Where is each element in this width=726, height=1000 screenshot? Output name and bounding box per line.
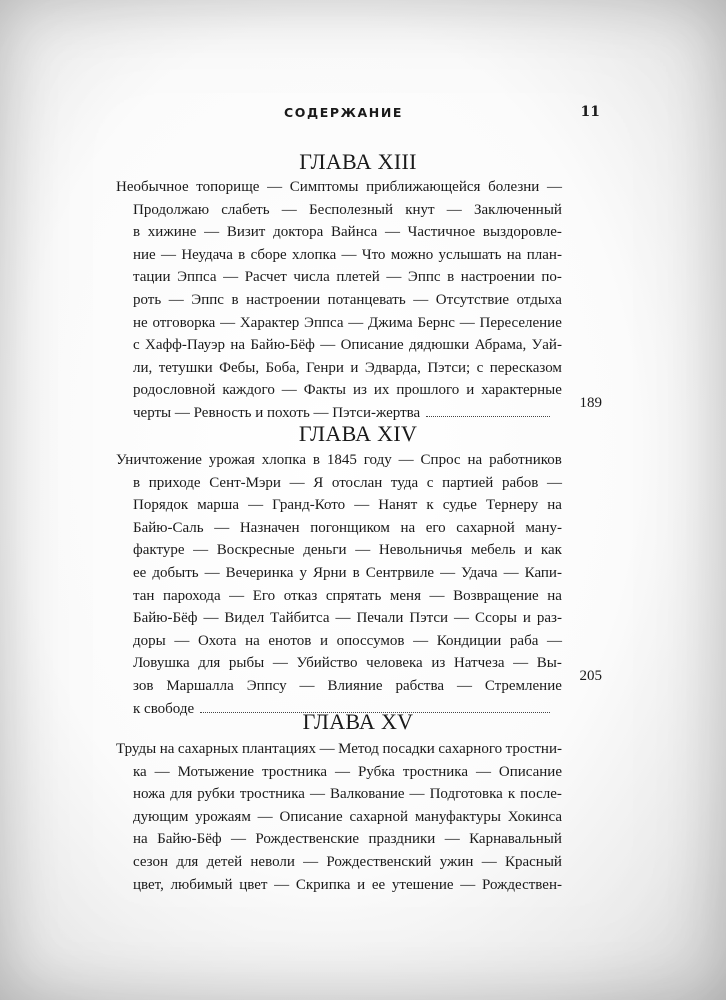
summary-line: доры — Охота на енотов и опоссумов — Кондиции раба — — [133, 632, 562, 649]
chapter-xiv-summary[interactable] — [116, 449, 562, 720]
summary-line: Уничтожение урожая хлопка в 1845 году — Спрос на работников — [116, 452, 562, 468]
chapter-title-xv: ГЛАВА XV — [302, 709, 414, 734]
summary-line: Байю-Саль — Назначен погонщиком на его сахарной ману- — [133, 519, 562, 536]
summary-line: дующим урожаям — Описание сахарной мануфактуры Хокинса — [133, 808, 562, 825]
summary-line: к свободе — [133, 698, 562, 721]
running-head-title: СОДЕРЖАНИЕ — [284, 105, 404, 120]
chapter-xiii-summary[interactable] — [116, 176, 562, 425]
chapter-xiii-page-number[interactable]: 189 — [579, 395, 602, 411]
summary-line: в хижине — Визит доктора Вайнса — Частичное выздоровле- — [133, 224, 562, 241]
summary-line: ли, тетушки Фебы, Боба, Генри и Эдварда, Пэтси; с пересказом — [133, 359, 562, 376]
summary-line: цвет, любимый цвет — Скрипка и ее утешение — Рождествен- — [133, 876, 562, 893]
chapter-title-xiii: ГЛАВА XIII — [299, 149, 417, 174]
summary-line: тации Эппса — Расчет числа плетей — Эппс в настроении по- — [133, 269, 562, 286]
summary-line: роть — Эппс в настроении потанцевать — Отсутствие отдыха — [133, 291, 562, 308]
summary-line: Продолжаю слабеть — Бесполезный кнут — Заключенный — [133, 201, 562, 218]
page-number: 11 — [580, 104, 600, 120]
summary-line: родословной каждого — Факты из их прошлого и характерные — [133, 382, 562, 399]
summary-line: сезон для детей неволи — Рождественский ужин — Красный — [133, 853, 562, 870]
running-head — [284, 105, 600, 125]
summary-line: Ловушка для рыбы — Убийство человека из Натчеза — Вы- — [133, 655, 562, 672]
summary-line: с Хафф-Пауэр на Байю-Бёф — Описание дядюшки Абрама, Уай- — [133, 337, 562, 354]
dot-leader — [426, 402, 550, 417]
summary-line: не отговорка — Характер Эппса — Джима Бернс — Переселение — [133, 314, 562, 331]
summary-line: ножа для рубки тростника — Валкование — Подготовка к после- — [133, 786, 562, 803]
summary-line: Байю-Бёф — Видел Тайбитса — Печали Пэтси — Ссоры и раз- — [133, 610, 562, 627]
chapter-xiv-page-number[interactable]: 205 — [579, 668, 602, 684]
summary-line: фактуре — Воскресные деньги — Невольничья мебель и как — [133, 542, 562, 559]
summary-line: Необычное топорище — Симптомы приближающейся болезни — — [116, 179, 562, 195]
summary-line: ее добыть — Вечеринка у Ярни в Сентрвиле — Удача — Капи- — [133, 564, 562, 581]
summary-line: на Байю-Бёф — Рождественские праздники — Карнавальный — [133, 831, 562, 848]
chapter-title-xiv: ГЛАВА XIV — [298, 421, 418, 446]
chapter-xv-summary[interactable] — [116, 738, 562, 896]
summary-line: Порядок марша — Гранд-Кото — Нанят к судье Тернеру на — [133, 497, 562, 514]
summary-line: в приходе Сент-Мэри — Я отослан туда с партией рабов — — [133, 474, 562, 491]
summary-line: Труды на сахарных плантациях — Метод посадки сахарного тростни- — [116, 741, 562, 757]
summary-line: ние — Неудача в сборе хлопка — Что можно услышать на план- — [133, 246, 562, 263]
summary-line: зов Маршалла Эппсу — Влияние рабства — Стремление — [133, 677, 562, 694]
summary-line: тан парохода — Его отказ спрятать меня — Возвращение на — [133, 587, 562, 604]
summary-line: черты — Ревность и похоть — Пэтси-жертва — [133, 402, 562, 425]
summary-line: ка — Мотыжение тростника — Рубка тростника — Описание — [133, 763, 562, 780]
